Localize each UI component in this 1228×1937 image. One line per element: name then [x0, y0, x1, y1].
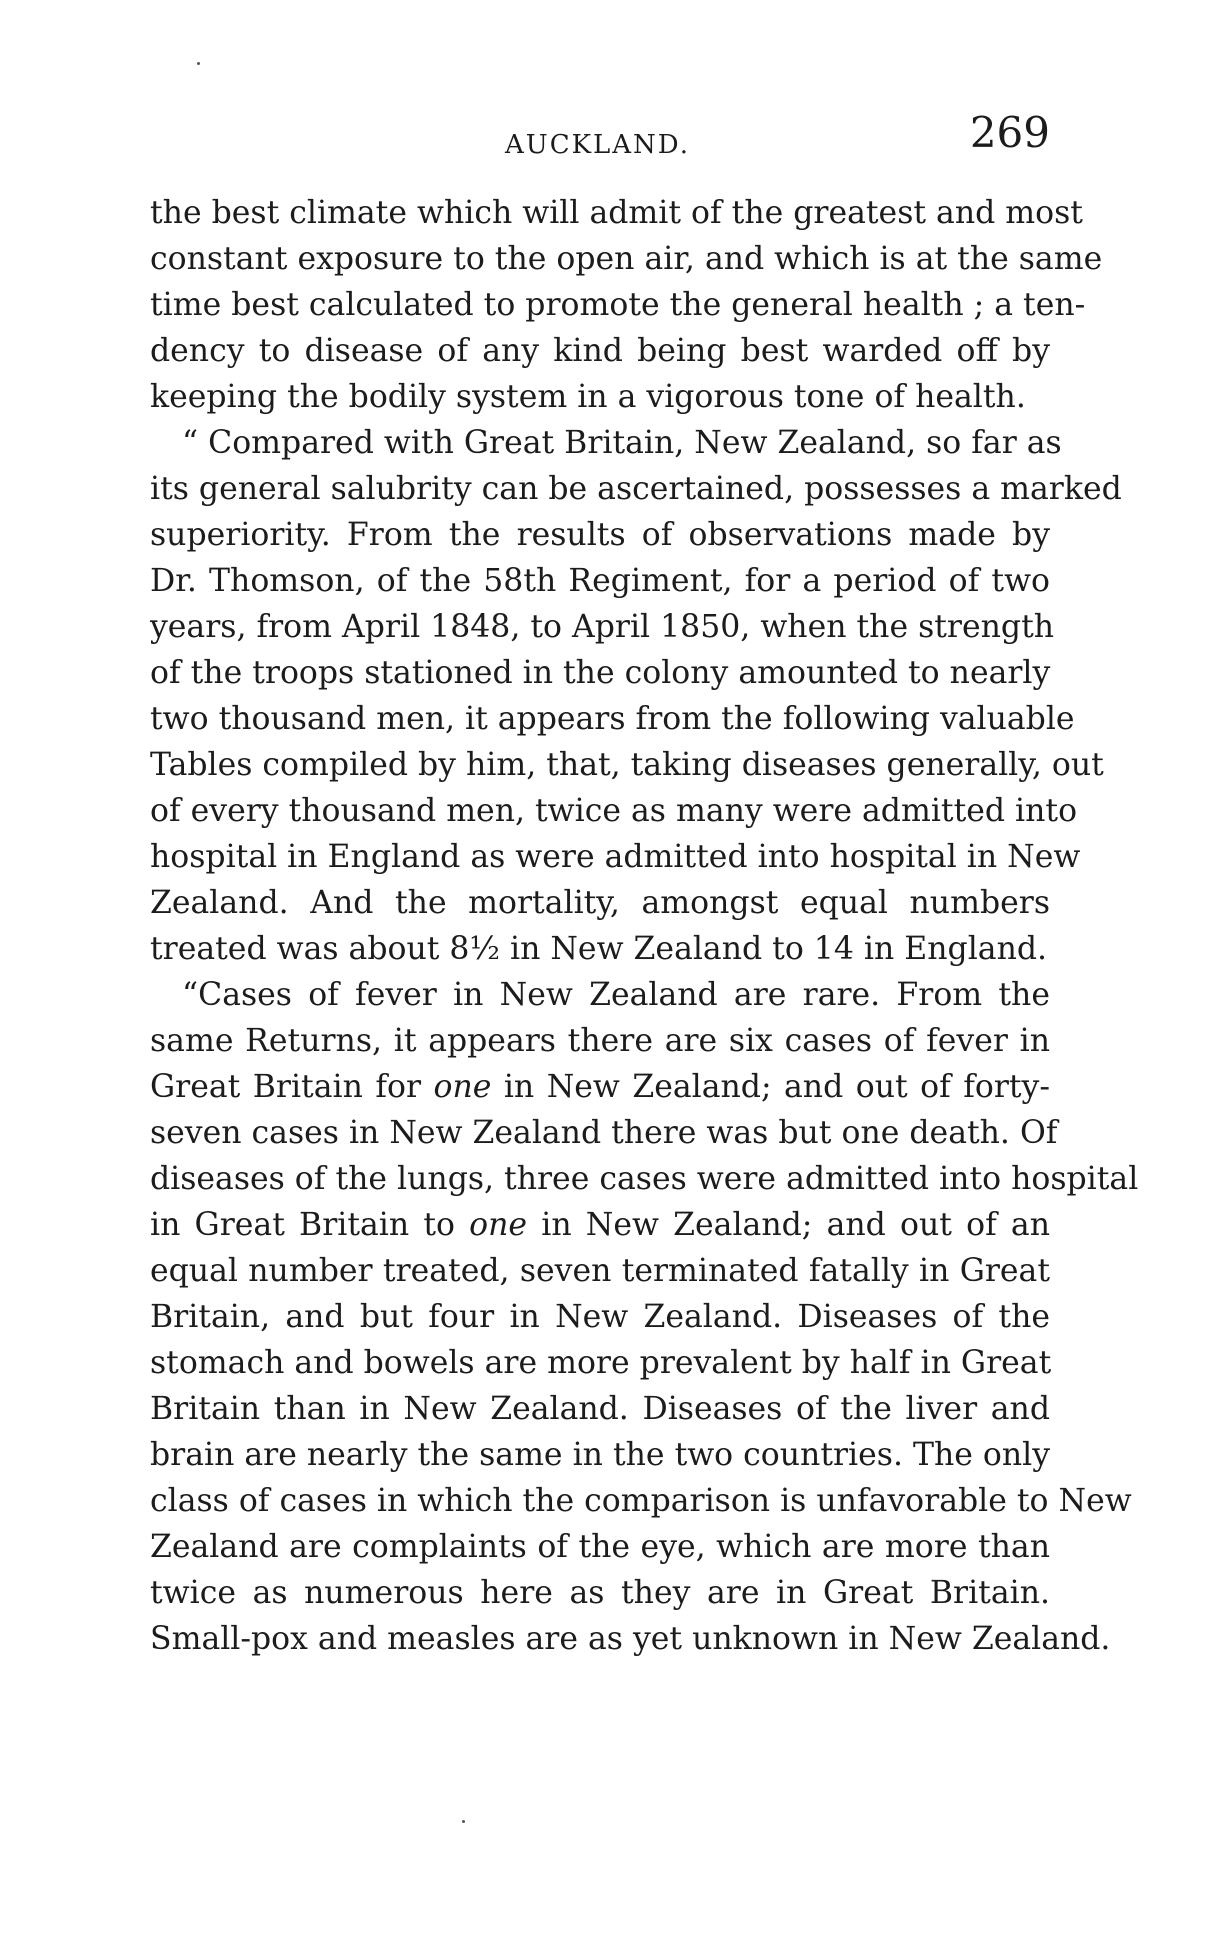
- body-text: [150, 190, 1139, 1662]
- text-line: in Great Britain to one in New Zealand; and out of an: [150, 1207, 1050, 1243]
- text-line: same Returns, it appears there are six cases of fever in: [150, 1023, 1050, 1059]
- running-title: AUCKLAND.: [505, 130, 690, 160]
- text-line: treated was about 8½ in New Zealand to 14 in England.: [150, 931, 1048, 967]
- text-line: brain are nearly the same in the two countries. The only: [150, 1437, 1051, 1473]
- text-line: diseases of the lungs, three cases were admitted into hospital: [150, 1161, 1139, 1197]
- text-line: hospital in England as were admitted into hospital in New: [150, 839, 1081, 875]
- text-line: years, from April 1848, to April 1850, when the strength: [150, 609, 1055, 645]
- text-line: Zealand are complaints of the eye, which are more than: [150, 1529, 1050, 1565]
- text-line: stomach and bowels are more prevalent by half in Great: [150, 1345, 1052, 1381]
- text-line: of every thousand men, twice as many were admitted into: [150, 793, 1078, 829]
- text-line: Britain than in New Zealand. Diseases of the liver and: [150, 1391, 1050, 1427]
- text-line: time best calculated to promote the general health ; a ten-: [150, 287, 1086, 323]
- text-line: Britain, and but four in New Zealand. Diseases of the: [150, 1299, 1050, 1335]
- scan-speck: [462, 1820, 465, 1823]
- text-line: superiority. From the results of observations made by: [150, 517, 1050, 553]
- text-line: Dr. Thomson, of the 58th Regiment, for a period of two: [150, 563, 1050, 599]
- text-line: “Cases of fever in New Zealand are rare. From the: [182, 977, 1050, 1013]
- scan-speck: [197, 62, 200, 65]
- text-line: of the troops stationed in the colony amounted to nearly: [150, 655, 1051, 691]
- text-line: constant exposure to the open air, and which is at the same: [150, 241, 1103, 277]
- text-line: Great Britain for one in New Zealand; and out of forty-: [150, 1069, 1050, 1105]
- text-line: class of cases in which the comparison is unfavorable to New: [150, 1483, 1132, 1519]
- text-line: dency to disease of any kind being best warded off by: [150, 333, 1050, 369]
- text-line: Zealand. And the mortality, amongst equal numbers: [150, 885, 1050, 921]
- text-line: equal number treated, seven terminated fatally in Great: [150, 1253, 1050, 1289]
- text-line: twice as numerous here as they are in Great Britain.: [150, 1575, 1050, 1611]
- page-header: [150, 108, 1050, 168]
- text-line: the best climate which will admit of the greatest and most: [150, 195, 1083, 231]
- text-line: “ Compared with Great Britain, New Zealand, so far as: [182, 425, 1062, 461]
- text-line: Tables compiled by him, that, taking diseases generally, out: [150, 747, 1104, 783]
- text-line: keeping the bodily system in a vigorous tone of health.: [150, 379, 1026, 415]
- text-line: seven cases in New Zealand there was but one death. Of: [150, 1115, 1058, 1151]
- page-number: 269: [969, 108, 1050, 157]
- text-line: two thousand men, it appears from the following valuable: [150, 701, 1075, 737]
- text-line: its general salubrity can be ascertained, possesses a marked: [150, 471, 1122, 507]
- text-line: Small-pox and measles are as yet unknown in New Zealand.: [150, 1621, 1111, 1657]
